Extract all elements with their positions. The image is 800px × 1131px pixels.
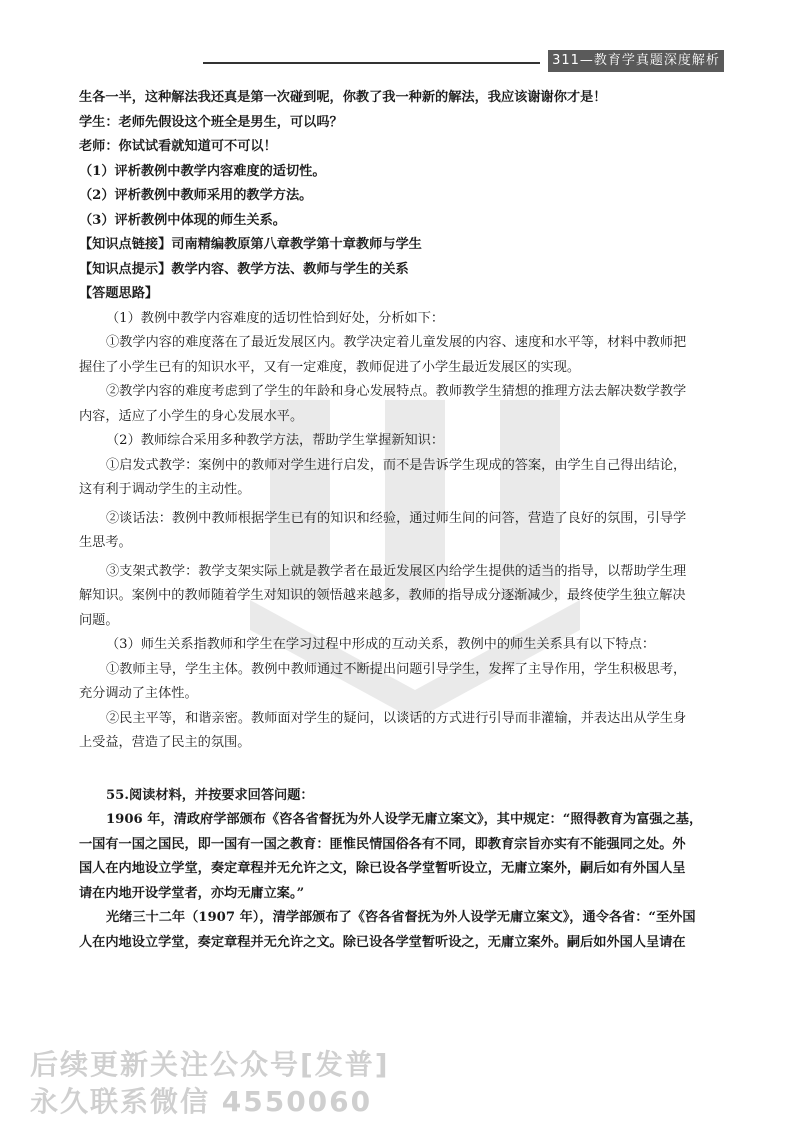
text-line: 【答题思路】 [79,286,159,301]
text-line: （2）评析教例中教师采用的教学方法。 [79,188,313,203]
text-line: 问题。 [79,612,119,628]
text-line: 生思考。 [79,535,132,550]
text-line: ②教学内容的难度考虑到了学生的年龄和身心发展特点。教师教学生猜想的推理方法去解决数学教学 [106,384,687,399]
text-line: ①教学内容的难度落在了最近发展区内。教学决定着儿童发展的内容、速度和水平等，材料中教师把 [106,335,687,350]
document-body [79,86,724,955]
text-line: 充分调动了主体性。 [79,686,198,701]
text-line: ③支架式教学：教学支架实际上就是教学者在最近发展区内给学生提供的适当的指导，以帮助学生理 [106,563,687,579]
text-line: 1906 年，清政府学部颁布《咨各省督抚为外人设学无庸立案文》，其中规定：“照得教育为富强之基， [106,812,703,827]
text-line: 内容，适应了小学生的身心发展水平。 [79,408,304,424]
text-line: 光绪三十二年（1907 年），清学部颁布了《咨各省督抚为外人设学无庸立案文》，通令各省：“至外国 [106,910,696,925]
text-line: 55.阅读材料，并按要求回答问题： [106,787,314,803]
text-line: （3）师生关系指教师和学生在学习过程中形成的互动关系，教例中的师生关系具有以下特点： [106,637,656,652]
footer-watermark-line1: 后续更新关注公众号[发普] [30,1048,390,1081]
header-rule [203,62,540,64]
text-line: （1）教例中教学内容难度的适切性恰到好处，分析如下： [106,310,445,326]
text-line: 上受益，营造了民主的氛围。 [79,735,251,750]
text-line: ①教师主导，学生主体。教例中教师通过不断提出问题引导学生，发挥了主导作用，学生积极思考， [106,661,687,677]
text-line: 人在内地设立学堂，奏定章程并无允许之文。除已设各学堂暂听设之，无庸立案外。嗣后如外国人呈请在 [79,934,686,950]
text-line: 请在内地开设学堂者，亦均无庸立案。” [79,885,305,901]
text-line: （3）评析教例中体现的师生关系。 [79,212,286,228]
text-line: 学生：老师先假设这个班全是男生，可以吗？ [79,114,343,130]
text-line: 握住了小学生已有的知识水平，又有一定难度，教师促进了小学生最近发展区的实现。 [79,359,581,375]
text-line: （2）教师综合采用多种教学方法，帮助学生掌握新知识： [106,433,445,448]
text-line: 【知识点提示】教学内容、教学方法、教师与学生的关系 [79,261,409,277]
text-line: 一国有一国之国民，即一国有一国之教育：匪惟民情国俗各有不同，即教育宗旨亦实有不能强同之处。外 [79,836,686,852]
text-line: 老师：你试试看就知道可不可以！ [79,139,277,154]
footer-watermark-line2: 永久联系微信 4550060 [30,1085,373,1118]
text-line: 【知识点链接】司南精编教原第八章教学第十章教师与学生 [79,237,422,252]
text-line: 生各一半，这种解法我还真是第一次碰到呢，你教了我一种新的解法，我应该谢谢你才是！ [79,90,607,105]
text-line: （1）评析教例中教学内容难度的适切性。 [79,163,326,179]
text-line: ①启发式教学：案例中的教师对学生进行启发，而不是告诉学生现成的答案，由学生自己得出结论， [106,457,687,473]
section-spacer [79,756,724,784]
text-line: 国人在内地设立学堂，奏定章程并无允许之文，除已设各学堂暂听设立，无庸立案外，嗣后如有外国人呈 [79,861,686,876]
text-line: 解知识。案例中的教师随着学生对知识的领悟越来越多，教师的指导成分逐渐减少，最终使学生独立解决 [79,588,686,603]
header-tag: 311—教育学真题深度解析 [548,50,724,72]
text-line: 这有利于调动学生的主动性。 [79,482,251,497]
text-line: ②民主平等，和谐亲密。教师面对学生的疑问，以谈话的方式进行引导而非灌输，并表达出从学生身 [106,710,687,726]
text-line: ②谈话法：教例中教师根据学生已有的知识和经验，通过师生间的问答，营造了良好的氛围，引导学 [106,510,687,526]
